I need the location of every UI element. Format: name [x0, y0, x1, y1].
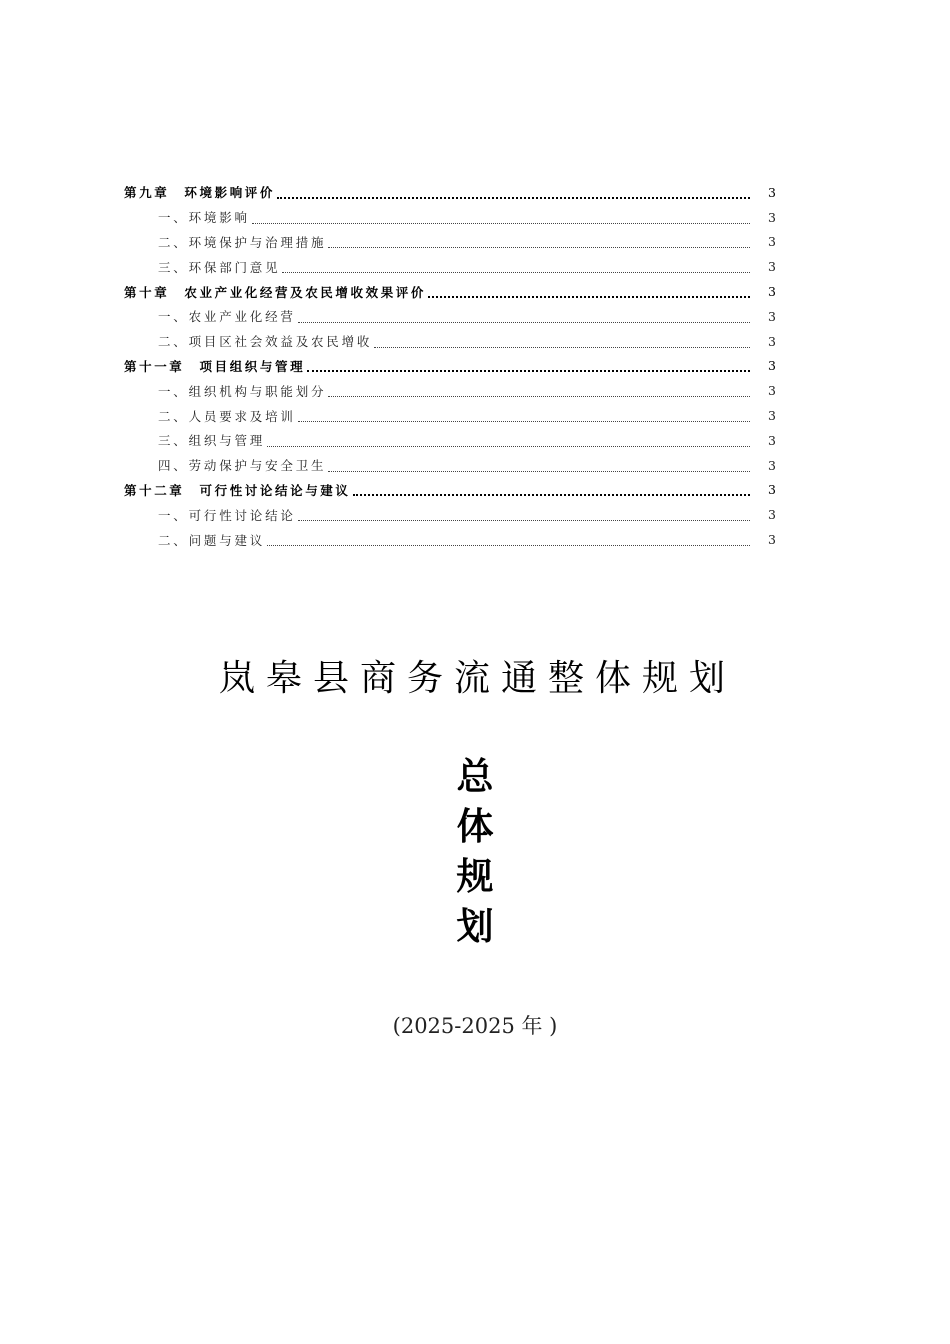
toc-entry-title: 一、环境影响 [158, 210, 250, 226]
toc-page-number: 3 [768, 532, 776, 548]
toc-dot-leader [353, 485, 750, 496]
toc-entry-title: 第十章 农业产业化经营及农民增收效果评价 [124, 284, 427, 300]
toc-section-entry[interactable] [124, 502, 776, 527]
toc-page-number: 3 [768, 408, 776, 424]
toc-dot-leader [252, 213, 750, 224]
vertical-title-char: 划 [456, 905, 494, 948]
toc-entry-title: 第十一章 项目组织与管理 [124, 358, 306, 374]
toc-section-entry[interactable] [124, 428, 776, 453]
toc-entry-title: 二、问题与建议 [158, 532, 266, 548]
toc-page-number: 3 [768, 234, 776, 250]
toc-entry-title: 三、环保部门意见 [158, 259, 281, 275]
toc-page-number: 3 [768, 284, 776, 300]
toc-entry-title: 一、可行性讨论结论 [158, 507, 296, 523]
toc-dot-leader [282, 262, 750, 273]
toc-dot-leader [428, 287, 750, 298]
toc-section-entry[interactable] [124, 527, 776, 552]
toc-chapter-entry[interactable] [124, 478, 776, 503]
toc-page-number: 3 [768, 432, 776, 448]
toc-section-entry[interactable] [124, 453, 776, 478]
toc-dot-leader [277, 188, 750, 199]
toc-entry-title: 二、项目区社会效益及农民增收 [158, 334, 373, 350]
toc-dot-leader [298, 312, 750, 323]
toc-entry-title: 二、人员要求及培训 [158, 408, 296, 424]
toc-entry-title: 第九章 环境影响评价 [124, 185, 276, 201]
toc-section-entry[interactable] [124, 205, 776, 230]
vertical-title-char: 规 [456, 855, 494, 898]
toc-dot-leader [267, 436, 750, 447]
toc-page-number: 3 [768, 308, 776, 324]
toc-section-entry[interactable] [124, 230, 776, 255]
toc-entry-title: 四、劳动保护与安全卫生 [158, 458, 327, 474]
toc-entry-title: 第十二章 可行性讨论结论与建议 [124, 482, 351, 498]
toc-page-number: 3 [768, 457, 776, 473]
toc-dot-leader [374, 337, 750, 348]
toc-entry-title: 三、组织与管理 [158, 433, 266, 449]
toc-dot-leader [328, 386, 750, 397]
toc-section-entry[interactable] [124, 329, 776, 354]
toc-section-entry[interactable] [124, 378, 776, 403]
toc-entry-title: 一、农业产业化经营 [158, 309, 296, 325]
toc-chapter-entry[interactable] [124, 180, 776, 205]
toc-dot-leader [328, 237, 750, 248]
toc-chapter-entry[interactable] [124, 354, 776, 379]
toc-page-number: 3 [768, 209, 776, 225]
vertical-title-char: 体 [456, 805, 494, 848]
toc-dot-leader [328, 461, 750, 472]
toc-page-number: 3 [768, 358, 776, 374]
toc-dot-leader [298, 411, 750, 422]
toc-section-entry[interactable] [124, 403, 776, 428]
toc-section-entry[interactable] [124, 304, 776, 329]
toc-page-number: 3 [768, 184, 776, 200]
toc-page-number: 3 [768, 333, 776, 349]
toc-entry-title: 一、组织机构与职能划分 [158, 383, 327, 399]
vertical-title-char: 总 [456, 755, 494, 798]
toc-page-number: 3 [768, 383, 776, 399]
toc-entry-title: 二、环境保护与治理措施 [158, 234, 327, 250]
toc-page-number: 3 [768, 507, 776, 523]
toc-dot-leader [298, 510, 750, 521]
toc-dot-leader [307, 361, 750, 372]
toc-page-number: 3 [768, 482, 776, 498]
toc-page-number: 3 [768, 259, 776, 275]
plan-period: (2025-2025 年 ) [392, 1014, 558, 1038]
document-title: 岚皋县商务流通整体规划 [218, 658, 736, 699]
toc-dot-leader [267, 535, 750, 546]
toc-section-entry[interactable] [124, 254, 776, 279]
toc-chapter-entry[interactable] [124, 279, 776, 304]
table-of-contents [124, 180, 776, 552]
vertical-title [0, 752, 950, 952]
